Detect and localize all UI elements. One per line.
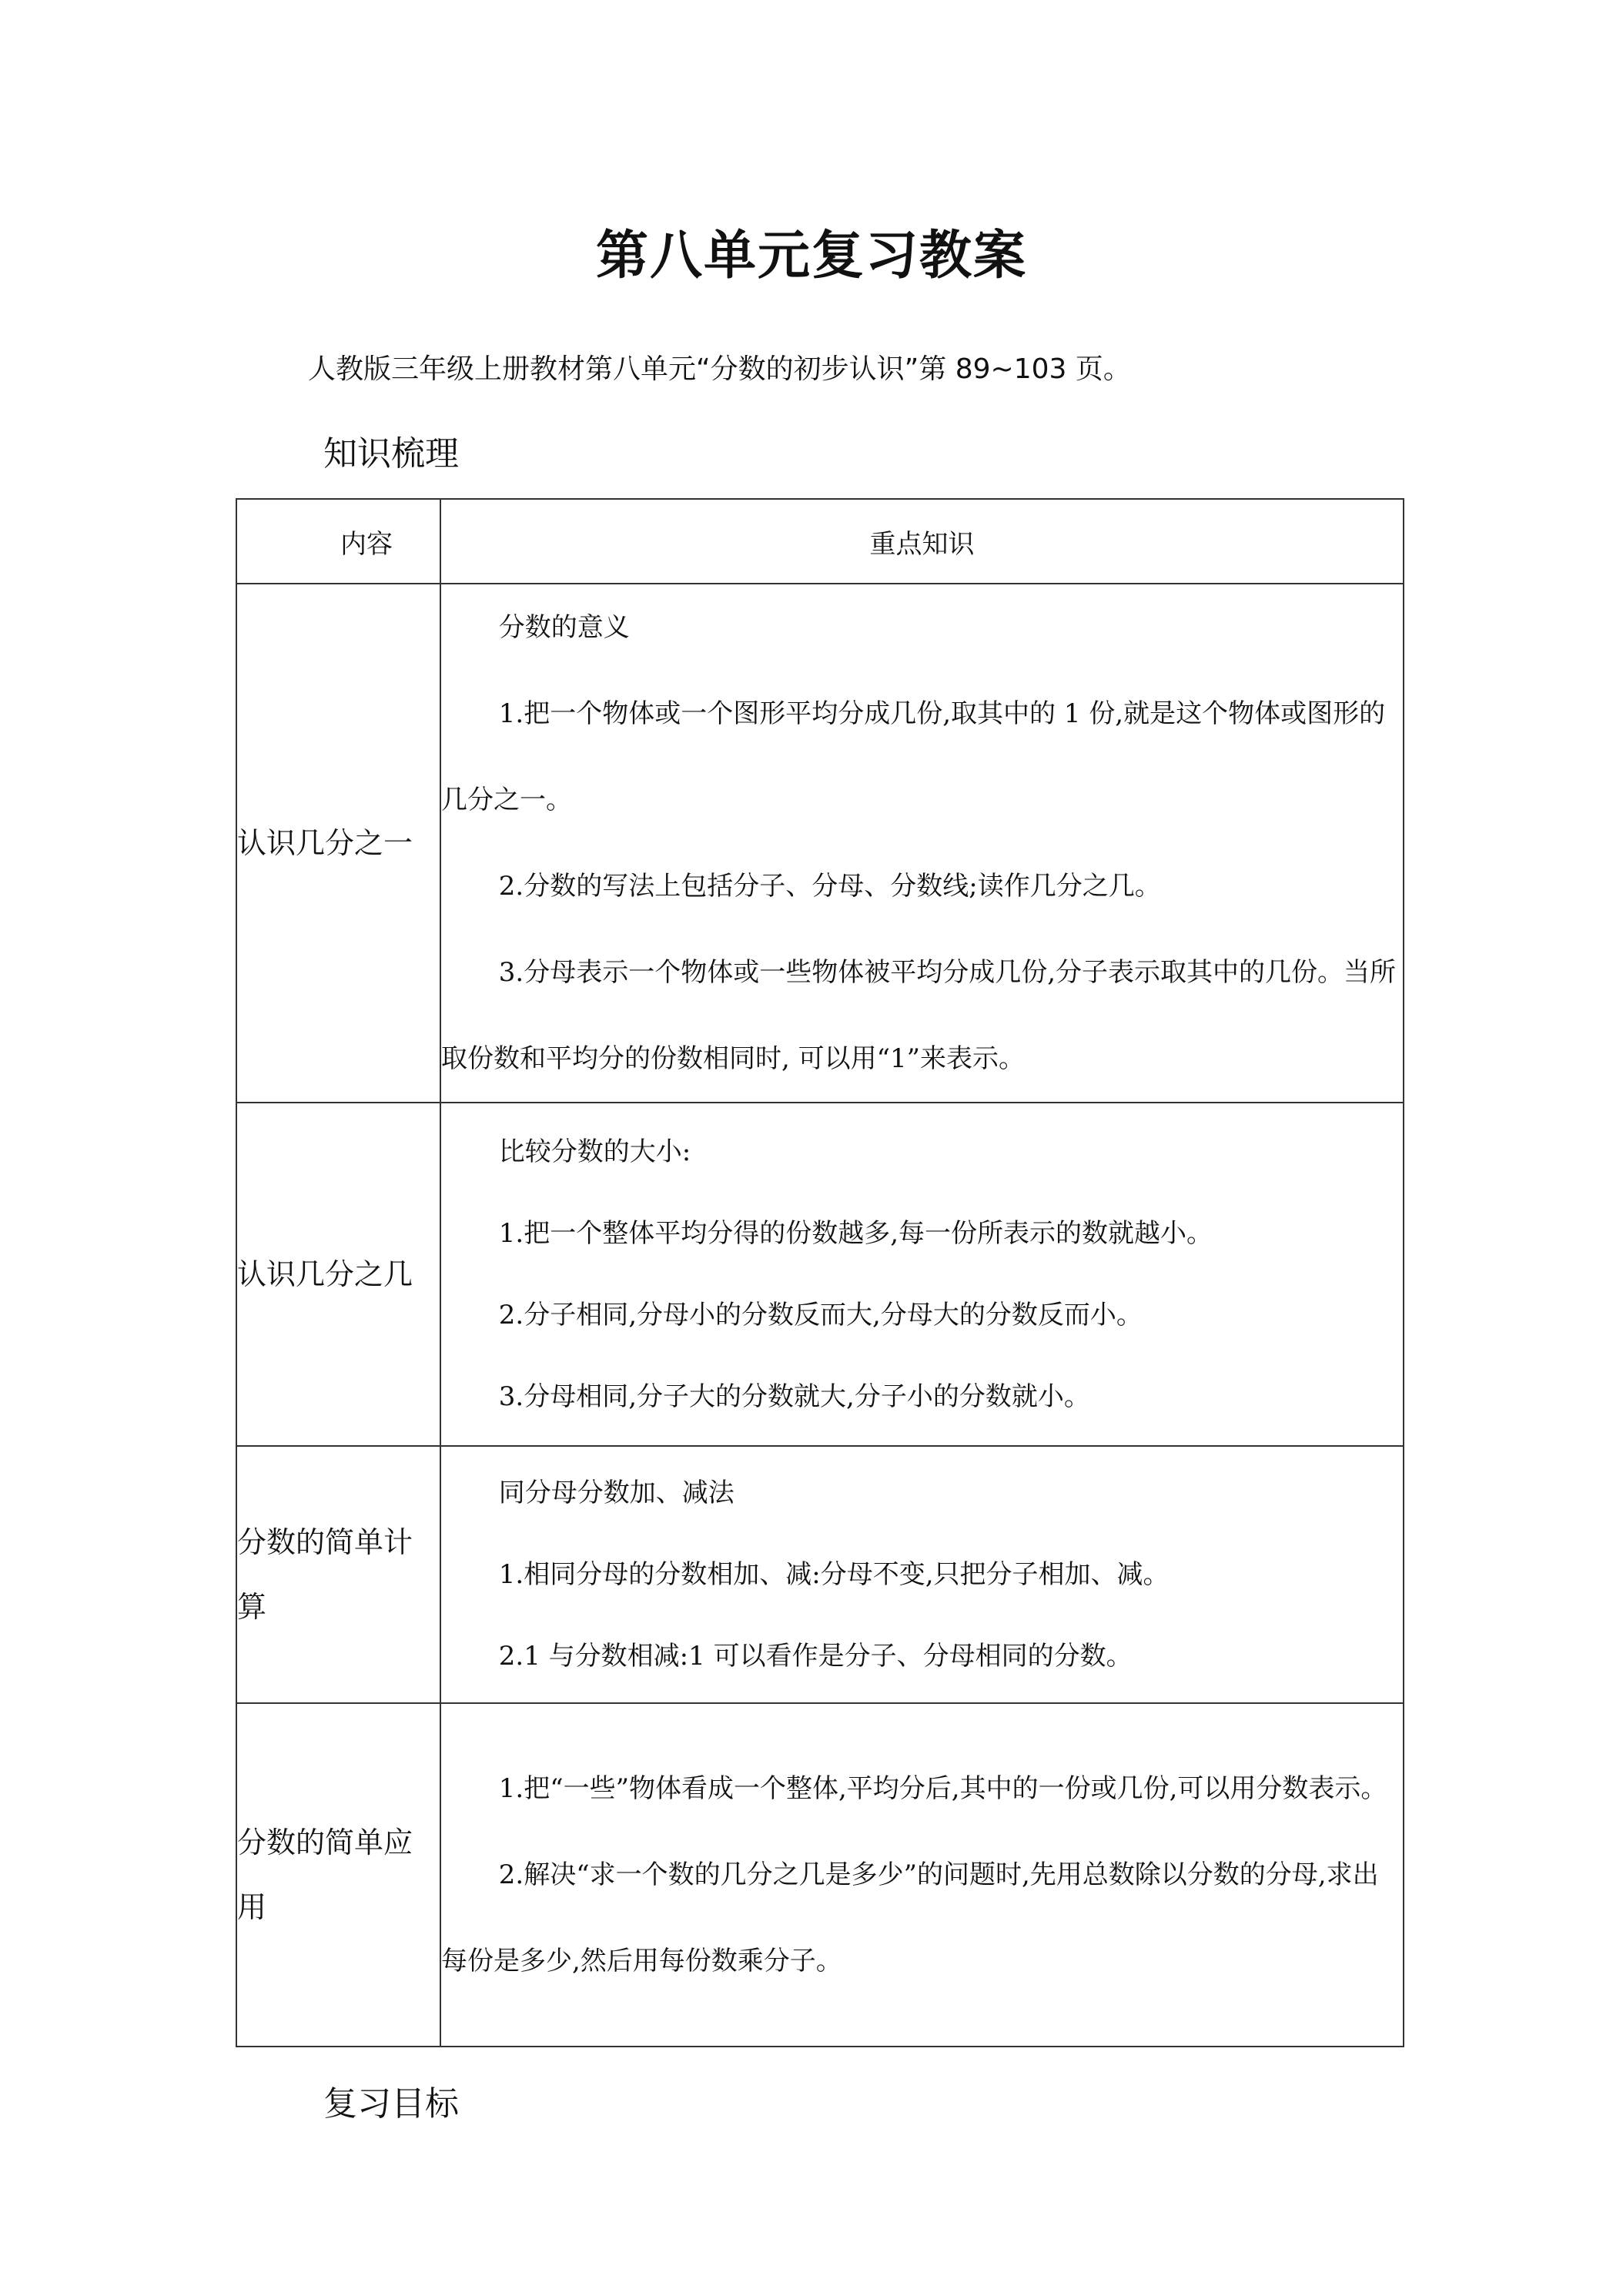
- table-row: [236, 584, 1404, 1103]
- content-paragraph: 2.1 与分数相减:1 可以看作是分子、分母相同的分数。: [498, 1641, 1133, 1672]
- content-paragraph: 3.分母相同,分子大的分数就大,分子小的分数就小。: [498, 1381, 1090, 1412]
- table-header-key-knowledge: 重点知识: [440, 499, 1404, 584]
- content-paragraph: 1.把一个整体平均分得的份数越多,每一份所表示的数就越小。: [498, 1218, 1213, 1249]
- knowledge-table: [236, 498, 1404, 2047]
- section-heading-goals: 复习目标: [323, 2084, 459, 2124]
- row-content: [440, 1703, 1404, 2047]
- row-topic: 认识几分之几: [236, 1103, 440, 1446]
- content-paragraph: 3.分母表示一个物体或一些物体被平均分成几份,分子表示取其中的几份。当所取份数和平均分的份数相同时, 可以用“1”来表示。: [441, 957, 1397, 1074]
- content-paragraph: 2.解决“求一个数的几分之几是多少”的问题时,先用总数除以分数的分母,求出每份是多少,然后用每份数乘分子。: [441, 1859, 1379, 1976]
- intro-text: 人教版三年级上册教材第八单元“分数的初步认识”第 89~103 页。: [308, 353, 1131, 385]
- content-paragraph: 比较分数的大小:: [498, 1136, 691, 1167]
- row-content: [440, 1446, 1404, 1703]
- content-paragraph: 1.把一个物体或一个图形平均分成几份,取其中的 1 份,就是这个物体或图形的几分之一。: [441, 698, 1386, 815]
- table-row: [236, 1103, 1404, 1446]
- table-row: [236, 1446, 1404, 1703]
- table-header-content: 内容: [236, 499, 440, 584]
- row-topic: 认识几分之一: [236, 584, 440, 1103]
- row-content: [440, 1103, 1404, 1446]
- page-title: 第八单元复习教案: [595, 226, 1027, 286]
- content-paragraph: 2.分数的写法上包括分子、分母、分数线;读作几分之几。: [498, 871, 1161, 902]
- table-header-row: [236, 499, 1404, 584]
- table-row: [236, 1703, 1404, 2047]
- row-topic: 分数的简单计算: [236, 1446, 440, 1703]
- content-paragraph: 分数的意义: [498, 612, 630, 643]
- content-paragraph: 1.把“一些”物体看成一个整体,平均分后,其中的一份或几份,可以用分数表示。: [498, 1773, 1387, 1804]
- content-paragraph: 2.分子相同,分母小的分数反而大,分母大的分数反而小。: [498, 1300, 1143, 1330]
- row-topic: 分数的简单应用: [236, 1703, 440, 2047]
- content-paragraph: 同分母分数加、减法: [498, 1478, 735, 1508]
- content-paragraph: 1.相同分母的分数相加、减:分母不变,只把分子相加、减。: [498, 1559, 1170, 1590]
- section-heading-knowledge: 知识梳理: [323, 434, 459, 474]
- row-content: [440, 584, 1404, 1103]
